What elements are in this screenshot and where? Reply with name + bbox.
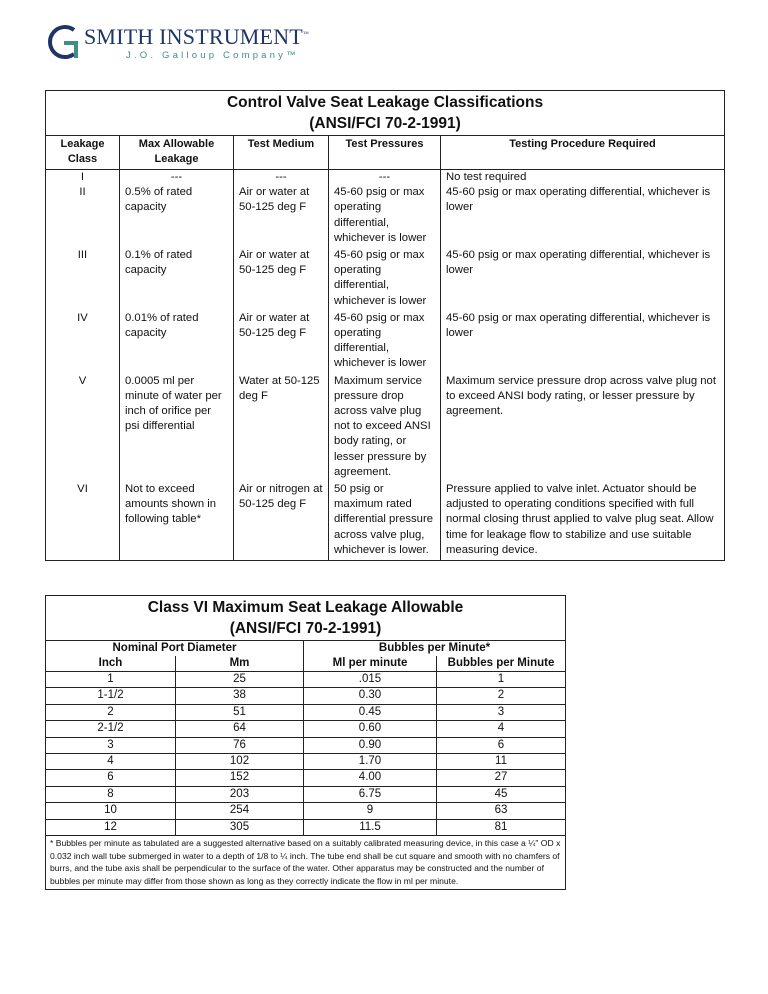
table2-cell-ml: 0.60: [304, 721, 437, 737]
table1-cell-class: IV: [46, 311, 120, 374]
table2-cell-mm: 203: [176, 786, 304, 802]
table2-cell-bpm: 1: [437, 672, 566, 688]
table2-cell-bpm: 3: [437, 704, 566, 720]
table1-cell-leakage: 0.5% of rated capacity: [120, 185, 234, 248]
table1-cell-pressures: 45-60 psig or max operating differential, whichever is lower: [329, 248, 441, 311]
table2-row: [46, 688, 566, 704]
header-bubbles-per-minute: Bubbles per Minute: [437, 656, 566, 672]
table2-cell-inch: 12: [46, 819, 176, 835]
header-bubbles-per-minute-group: Bubbles per Minute*: [304, 641, 566, 657]
table2-cell-ml: 1.70: [304, 754, 437, 770]
table2-row: [46, 704, 566, 720]
table1-cell-medium: Water at 50-125 deg F: [234, 374, 329, 482]
logo-trademark: ™: [302, 31, 310, 38]
table2-cell-mm: 254: [176, 803, 304, 819]
table1-cell-procedure: 45-60 psig or max operating differential, whichever is lower: [441, 311, 725, 374]
company-logo: [44, 22, 344, 62]
table1-cell-procedure: 45-60 psig or max operating differential, whichever is lower: [441, 185, 725, 248]
table2-cell-inch: 3: [46, 737, 176, 753]
header-test-medium: Test Medium: [234, 136, 329, 170]
table2-footnote: * Bubbles per minute as tabulated are a suggested alternative based on a suitably calibrated measuring device, in this case a ¼" OD x 0.032 inch wall tube submerged in water to a depth of 1/8 to ¼ inch. The tube end shall be cut square and smooth with no chamfers of burrs, and the tube axis shall be perpendicular to the surface of the water. Other apparatus may be constructed and the number of bubbles per minute may differ from those shown as long as they correctly indicate the flow in ml per minute.: [46, 836, 566, 890]
table2-cell-inch: 1: [46, 672, 176, 688]
table2-cell-mm: 51: [176, 704, 304, 720]
table1-cell-medium: Air or nitrogen at 50-125 deg F: [234, 482, 329, 561]
table2-row: [46, 786, 566, 802]
table2-cell-bpm: 63: [437, 803, 566, 819]
table2-cell-bpm: 11: [437, 754, 566, 770]
table2-cell-ml: 0.90: [304, 737, 437, 753]
table2-cell-ml: 6.75: [304, 786, 437, 802]
leakage-classification-table: [45, 90, 725, 561]
table2-cell-bpm: 81: [437, 819, 566, 835]
table2-cell-mm: 25: [176, 672, 304, 688]
table2-cell-mm: 152: [176, 770, 304, 786]
table1-row: [46, 248, 725, 311]
table2-cell-ml: 11.5: [304, 819, 437, 835]
table2-cell-inch: 2-1/2: [46, 721, 176, 737]
table2-cell-mm: 38: [176, 688, 304, 704]
table2-cell-mm: 102: [176, 754, 304, 770]
table2-cell-bpm: 2: [437, 688, 566, 704]
logo-g-icon: [44, 22, 84, 62]
table1-body: [46, 170, 725, 561]
table2-cell-inch: 4: [46, 754, 176, 770]
table1-cell-class: V: [46, 374, 120, 482]
table1-cell-class: III: [46, 248, 120, 311]
table1-row: [46, 374, 725, 482]
table2-row: [46, 819, 566, 835]
table1-row: [46, 311, 725, 374]
table1-cell-pressures: ---: [329, 170, 441, 186]
table1-cell-pressures: Maximum service pressure drop across valve plug not to exceed ANSI body rating, or lesser pressure by agreement.: [329, 374, 441, 482]
header-leakage-class: Leakage Class: [46, 136, 120, 170]
header-testing-procedure: Testing Procedure Required: [441, 136, 725, 170]
table1-cell-medium: Air or water at 50-125 deg F: [234, 311, 329, 374]
table1-cell-class: II: [46, 185, 120, 248]
table2-cell-ml: 0.45: [304, 704, 437, 720]
table1-cell-medium: Air or water at 50-125 deg F: [234, 185, 329, 248]
header-ml-per-minute: Ml per minute: [304, 656, 437, 672]
table1-cell-leakage: Not to exceed amounts shown in following table*: [120, 482, 234, 561]
class-vi-leakage-table: [45, 595, 566, 890]
table2-subtitle: (ANSI/FCI 70-2-1991): [229, 620, 382, 637]
table1-cell-pressures: 50 psig or maximum rated differential pressure across valve plug, whichever is lower.: [329, 482, 441, 561]
table1-cell-procedure: Pressure applied to valve inlet. Actuator should be adjusted to operating conditions specified with full normal closing thrust applied to valve plug seat. Allow time for leakage flow to stabilize and use suitable measuring device.: [441, 482, 725, 561]
table1-cell-leakage: ---: [120, 170, 234, 186]
table1-row: [46, 170, 725, 186]
table1-cell-pressures: 45-60 psig or max operating differential, whichever is lower: [329, 311, 441, 374]
table2-cell-inch: 10: [46, 803, 176, 819]
table1-cell-medium: Air or water at 50-125 deg F: [234, 248, 329, 311]
table1-subtitle: (ANSI/FCI 70-2-1991): [309, 115, 461, 132]
table2-cell-ml: .015: [304, 672, 437, 688]
table1-cell-medium: ---: [234, 170, 329, 186]
table2-row: [46, 803, 566, 819]
table2-cell-bpm: 6: [437, 737, 566, 753]
table1-cell-procedure: No test required: [441, 170, 725, 186]
header-max-leakage: Max Allowable Leakage: [120, 136, 234, 170]
table1-title: Control Valve Seat Leakage Classifications: [226, 94, 544, 111]
table2-row: [46, 672, 566, 688]
table1-cell-procedure: Maximum service pressure drop across valve plug not to exceed ANSI body rating, or lesser pressure by agreement.: [441, 374, 725, 482]
table2-cell-ml: 4.00: [304, 770, 437, 786]
table2-cell-inch: 2: [46, 704, 176, 720]
table2-cell-bpm: 4: [437, 721, 566, 737]
table2-title: Class VI Maximum Seat Leakage Allowable: [147, 599, 464, 616]
table1-row: [46, 482, 725, 561]
table1-row: [46, 185, 725, 248]
header-test-pressures: Test Pressures: [329, 136, 441, 170]
table2-row: [46, 770, 566, 786]
table1-cell-class: VI: [46, 482, 120, 561]
header-nominal-port-diameter: Nominal Port Diameter: [46, 641, 304, 657]
table2-title-cell: [46, 596, 566, 641]
table2-row: [46, 737, 566, 753]
table2-row: [46, 721, 566, 737]
table1-title-cell: [46, 91, 725, 136]
table2-cell-inch: 1-1/2: [46, 688, 176, 704]
table2-cell-ml: 0.30: [304, 688, 437, 704]
table2-cell-inch: 8: [46, 786, 176, 802]
header-mm: Mm: [176, 656, 304, 672]
table2-cell-mm: 76: [176, 737, 304, 753]
table2-cell-mm: 305: [176, 819, 304, 835]
header-inch: Inch: [46, 656, 176, 672]
table2-row: [46, 754, 566, 770]
logo-name: SMITH INSTRUMENT™: [84, 24, 310, 49]
table2-cell-inch: 6: [46, 770, 176, 786]
table1-cell-procedure: 45-60 psig or max operating differential, whichever is lower: [441, 248, 725, 311]
table1-cell-pressures: 45-60 psig or max operating differential, whichever is lower: [329, 185, 441, 248]
table2-cell-bpm: 27: [437, 770, 566, 786]
table2-cell-mm: 64: [176, 721, 304, 737]
table1-cell-leakage: 0.01% of rated capacity: [120, 311, 234, 374]
table2-cell-ml: 9: [304, 803, 437, 819]
logo-subtitle: J.O. Galloup Company™: [126, 50, 299, 61]
table1-cell-leakage: 0.1% of rated capacity: [120, 248, 234, 311]
table1-cell-class: I: [46, 170, 120, 186]
table2-body: [46, 672, 566, 836]
table1-cell-leakage: 0.0005 ml per minute of water per inch of orifice per psi differential: [120, 374, 234, 482]
table2-cell-bpm: 45: [437, 786, 566, 802]
